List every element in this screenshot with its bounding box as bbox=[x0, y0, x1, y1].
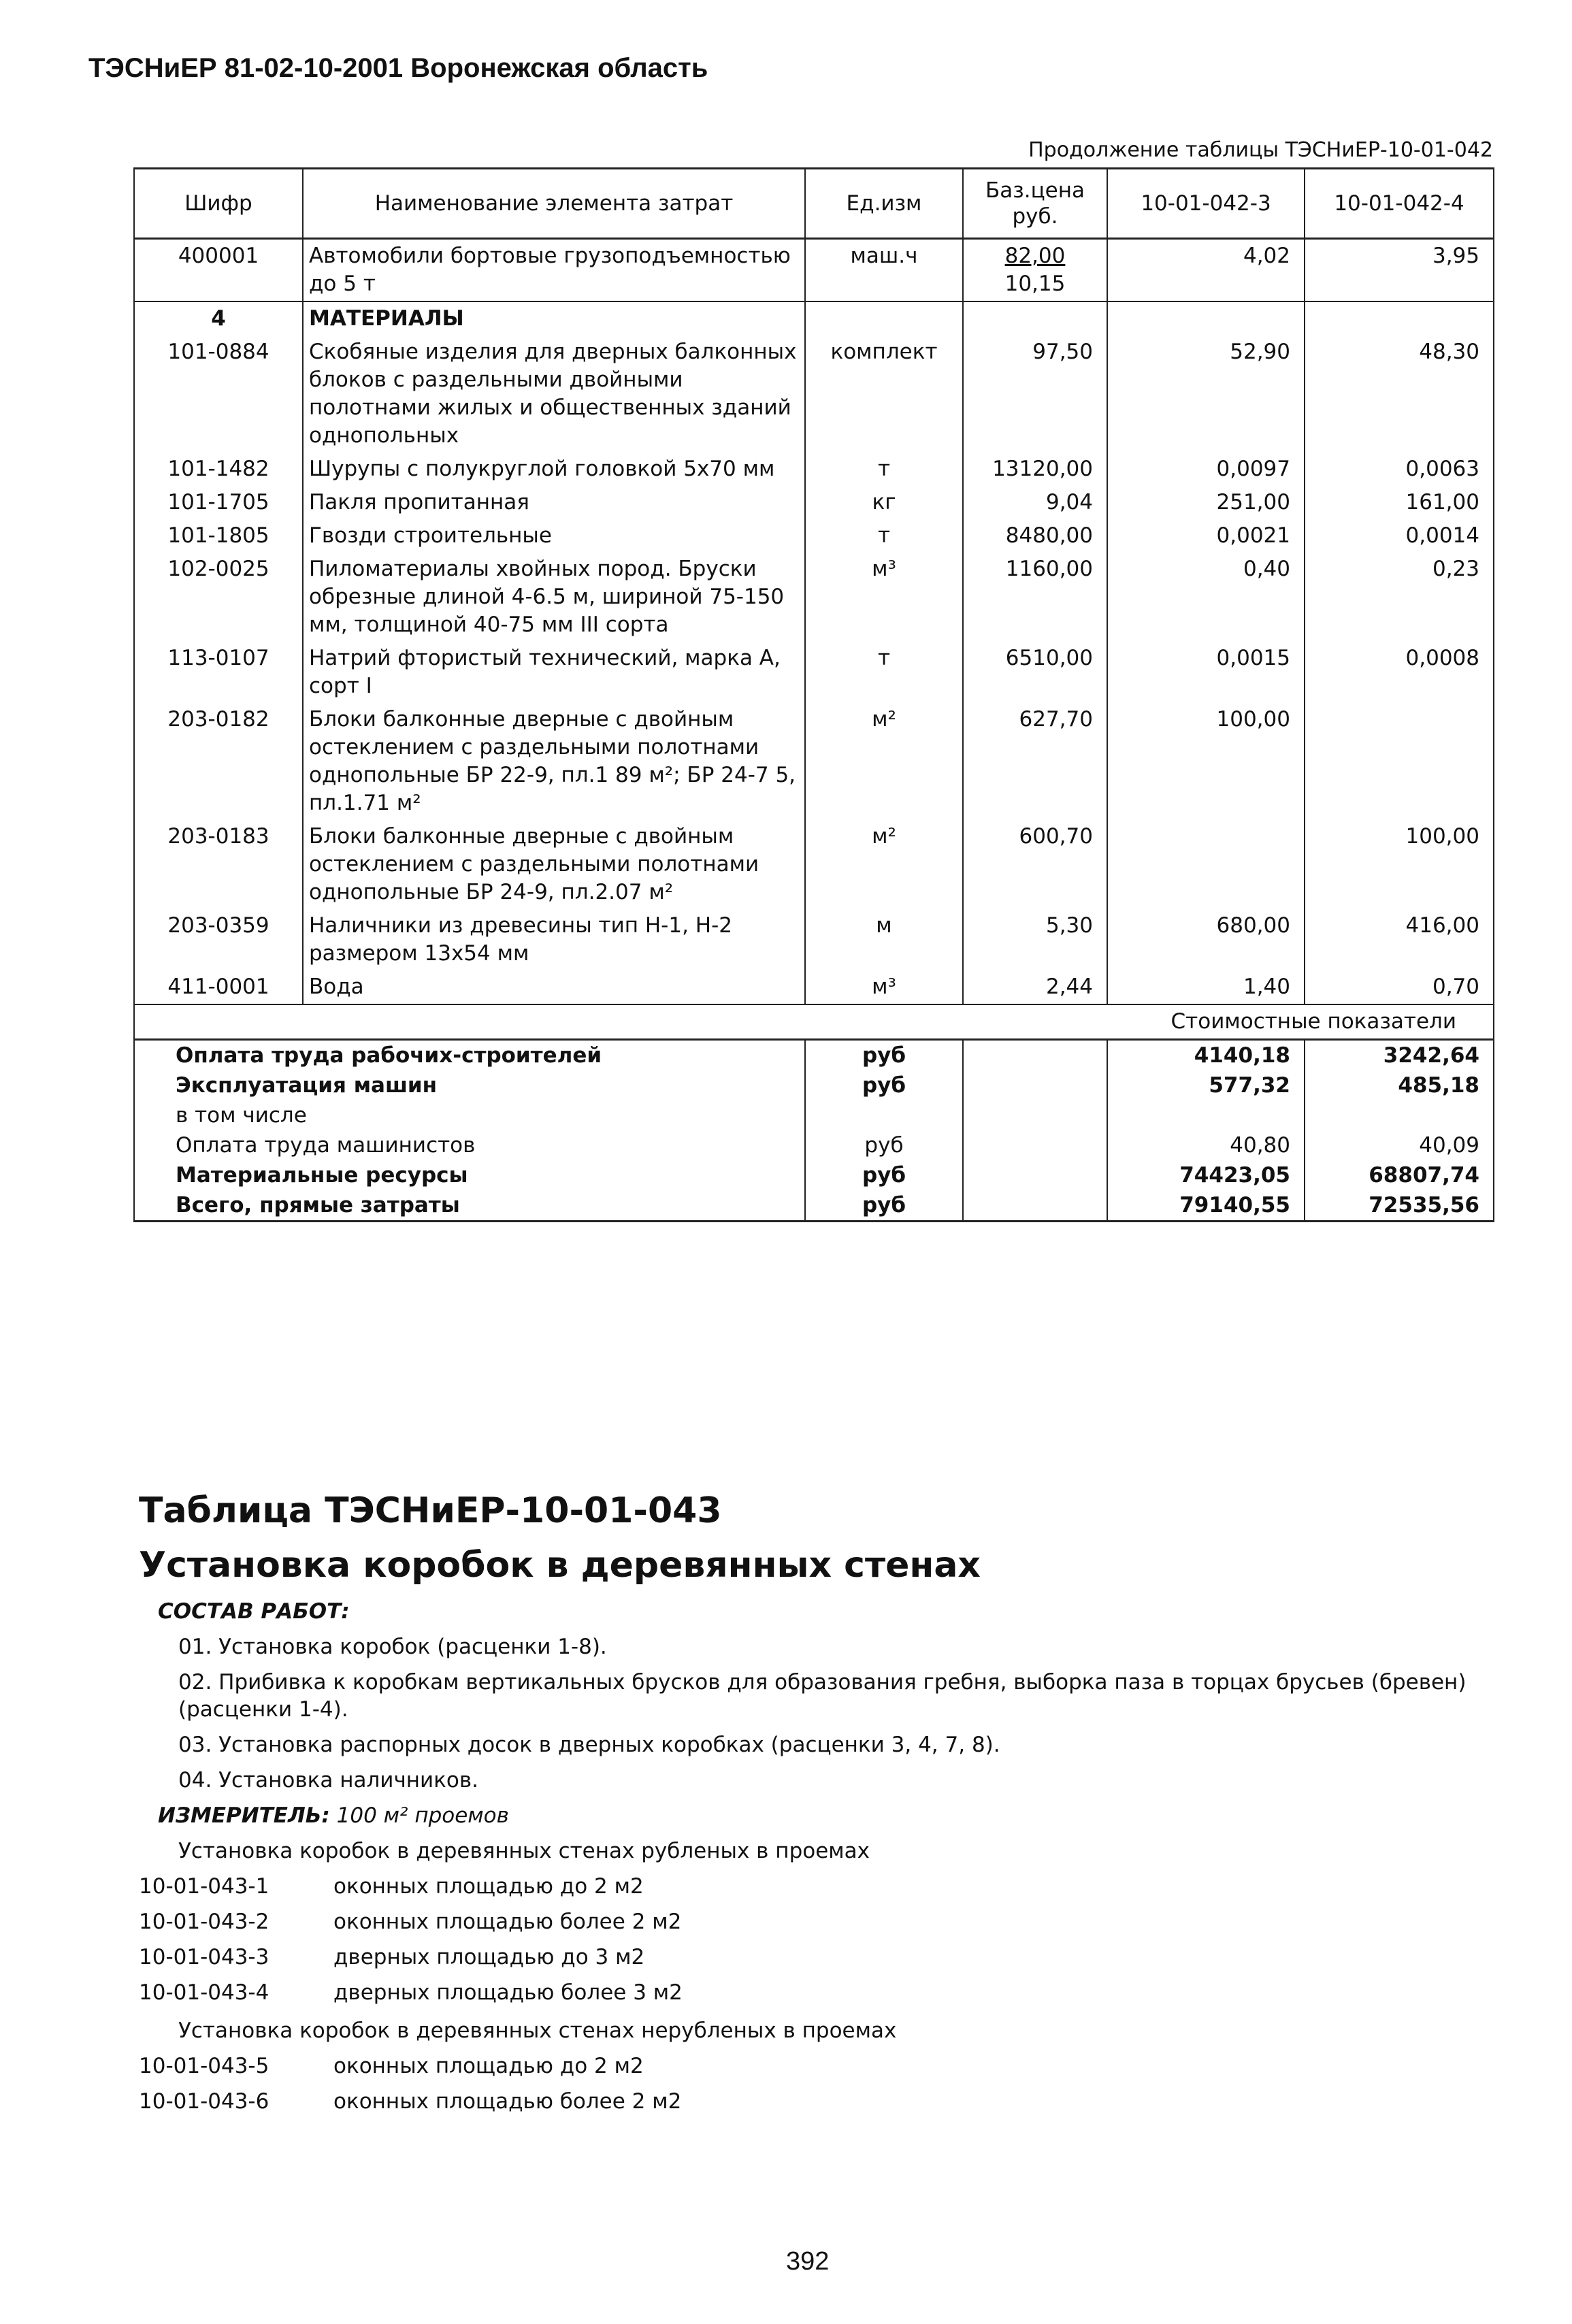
total-label: Всего, прямые затраты bbox=[134, 1190, 805, 1222]
cell-price: 2,44 bbox=[963, 970, 1107, 1004]
table-header-row bbox=[134, 169, 1494, 239]
total-price-empty bbox=[963, 1100, 1107, 1130]
cell-price: 600,70 bbox=[963, 820, 1107, 909]
cell-name: Гвозди строительные bbox=[303, 519, 805, 553]
total-unit: руб bbox=[805, 1040, 963, 1071]
cell-code: 101-0884 bbox=[134, 335, 303, 453]
cost-header: Стоимостные показатели bbox=[134, 1004, 1494, 1040]
cell-code: 203-0359 bbox=[134, 909, 303, 970]
total-c2: 72535,56 bbox=[1305, 1190, 1494, 1222]
total-label: Оплата труда рабочих-строителей bbox=[134, 1040, 805, 1071]
total-label: Эксплуатация машин bbox=[134, 1070, 805, 1100]
works-item: 03. Установка распорных досок в дверных коробках (расценки 3, 4, 7, 8). bbox=[178, 1733, 1000, 1757]
rate-description: дверных площадью более 3 м2 bbox=[333, 1980, 683, 2005]
cell-unit: м² bbox=[805, 703, 963, 820]
material-row bbox=[134, 642, 1494, 703]
total-row bbox=[134, 1130, 1494, 1160]
works-label: СОСТАВ РАБОТ: bbox=[158, 1599, 350, 1624]
cell-c2: 0,0063 bbox=[1305, 453, 1494, 486]
table-subtitle: Установка коробок в деревянных стенах bbox=[139, 1545, 981, 1586]
rate-code: 10-01-043-4 bbox=[139, 1980, 269, 2005]
material-row bbox=[134, 335, 1494, 453]
cell-code: 203-0183 bbox=[134, 820, 303, 909]
works-item: 04. Установка наличников. bbox=[178, 1768, 478, 1793]
price-top: 82,00 bbox=[1004, 244, 1066, 268]
cell-price: 1160,00 bbox=[963, 553, 1107, 642]
cell-unit: т bbox=[805, 642, 963, 703]
group-title: Установка коробок в деревянных стенах рубленых в проемах bbox=[178, 1839, 870, 1863]
measure-value: 100 м² проемов bbox=[336, 1803, 509, 1828]
material-row bbox=[134, 820, 1494, 909]
cell-name: МАТЕРИАЛЫ bbox=[303, 301, 805, 335]
col-header-c2: 10-01-042-4 bbox=[1305, 169, 1494, 239]
cell-code: 113-0107 bbox=[134, 642, 303, 703]
rate-description: оконных площадью более 2 м2 bbox=[333, 1910, 682, 1934]
rate-code: 10-01-043-6 bbox=[139, 2089, 269, 2114]
materials-heading-row bbox=[134, 301, 1494, 335]
cell-unit: кг bbox=[805, 486, 963, 519]
cell-c2: 0,0014 bbox=[1305, 519, 1494, 553]
cell-unit: маш.ч bbox=[805, 239, 963, 302]
total-c2: 485,18 bbox=[1305, 1070, 1494, 1100]
total-c2: 40,09 bbox=[1305, 1130, 1494, 1160]
rate-code: 10-01-043-2 bbox=[139, 1910, 269, 1934]
measure-line bbox=[158, 1802, 509, 1829]
group-title: Установка коробок в деревянных стенах нерубленых в проемах bbox=[178, 2018, 897, 2043]
cell-c1 bbox=[1107, 820, 1305, 909]
total-row bbox=[134, 1190, 1494, 1222]
total-c1: 79140,55 bbox=[1107, 1190, 1305, 1222]
col-header-name: Наименование элемента затрат bbox=[303, 169, 805, 239]
cell-c2 bbox=[1305, 703, 1494, 820]
total-c2: 68807,74 bbox=[1305, 1160, 1494, 1190]
cell-price: 9,04 bbox=[963, 486, 1107, 519]
cell-unit: м bbox=[805, 909, 963, 970]
material-row bbox=[134, 703, 1494, 820]
works-item: 02. Прибивка к коробкам вертикальных брусков для образования гребня, выборка паза в торцах брусьев (бревен) (расценки 1-4). bbox=[178, 1670, 1467, 1722]
cell-price: 13120,00 bbox=[963, 453, 1107, 486]
total-price-empty bbox=[963, 1070, 1107, 1100]
machine-row bbox=[134, 239, 1494, 302]
total-price-empty bbox=[963, 1040, 1107, 1071]
cell-name: Автомобили бортовые грузоподъемностью до 5 т bbox=[303, 239, 805, 302]
page-header: ТЭСНиЕР 81-02-10-2001 Воронежская область bbox=[88, 53, 708, 83]
material-row bbox=[134, 453, 1494, 486]
total-row bbox=[134, 1100, 1494, 1130]
cell-name: Скобяные изделия для дверных балконных блоков с раздельными двойными полотнами жилых и общественных зданий однопольных bbox=[303, 335, 805, 453]
cell-code: 203-0182 bbox=[134, 703, 303, 820]
total-row bbox=[134, 1160, 1494, 1190]
cell-c2: 416,00 bbox=[1305, 909, 1494, 970]
cell-code: 4 bbox=[134, 301, 303, 335]
cell-name: Блоки балконные дверные с двойным остеклением с раздельными полотнами однопольные БР 24-9, пл.2.07 м² bbox=[303, 820, 805, 909]
cell-price: 627,70 bbox=[963, 703, 1107, 820]
cell-unit: комплект bbox=[805, 335, 963, 453]
total-c1: 577,32 bbox=[1107, 1070, 1305, 1100]
cell-c1: 0,0015 bbox=[1107, 642, 1305, 703]
cell-unit: м² bbox=[805, 820, 963, 909]
rate-code: 10-01-043-5 bbox=[139, 2054, 269, 2078]
col-header-code: Шифр bbox=[134, 169, 303, 239]
cell-name: Вода bbox=[303, 970, 805, 1004]
material-row bbox=[134, 909, 1494, 970]
material-row bbox=[134, 970, 1494, 1004]
total-c1: 40,80 bbox=[1107, 1130, 1305, 1160]
cell-code: 101-1805 bbox=[134, 519, 303, 553]
cell-c1: 1,40 bbox=[1107, 970, 1305, 1004]
resources-table bbox=[133, 167, 1494, 1222]
total-unit: руб bbox=[805, 1160, 963, 1190]
works-item: 01. Установка коробок (расценки 1-8). bbox=[178, 1635, 607, 1659]
cell-c1: 680,00 bbox=[1107, 909, 1305, 970]
cell-c2: 3,95 bbox=[1305, 239, 1494, 302]
cell-c2: 0,70 bbox=[1305, 970, 1494, 1004]
cell-price: 5,30 bbox=[963, 909, 1107, 970]
total-c1: 74423,05 bbox=[1107, 1160, 1305, 1190]
cell-name: Пакля пропитанная bbox=[303, 486, 805, 519]
cell-unit: т bbox=[805, 453, 963, 486]
cost-header-row bbox=[134, 1004, 1494, 1040]
total-unit: руб bbox=[805, 1190, 963, 1222]
cell-price: 6510,00 bbox=[963, 642, 1107, 703]
page-number: 392 bbox=[786, 2247, 830, 2276]
total-c2 bbox=[1305, 1100, 1494, 1130]
cell-price: 97,50 bbox=[963, 335, 1107, 453]
total-label: в том числе bbox=[134, 1100, 805, 1130]
cell-price: 8480,00 bbox=[963, 519, 1107, 553]
col-header-price: Баз.цена руб. bbox=[963, 169, 1107, 239]
cell-name: Шурупы с полукруглой головкой 5х70 мм bbox=[303, 453, 805, 486]
cell-name: Пиломатериалы хвойных пород. Бруски обрезные длиной 4-6.5 м, шириной 75-150 мм, толщиной 40-75 мм III сорта bbox=[303, 553, 805, 642]
col-header-unit: Ед.изм bbox=[805, 169, 963, 239]
cell-c2: 48,30 bbox=[1305, 335, 1494, 453]
cell-c1: 100,00 bbox=[1107, 703, 1305, 820]
material-row bbox=[134, 553, 1494, 642]
price-bottom: 10,15 bbox=[1004, 272, 1066, 296]
rate-description: оконных площадью до 2 м2 bbox=[333, 2054, 644, 2078]
total-unit: руб bbox=[805, 1130, 963, 1160]
rate-description: оконных площадью до 2 м2 bbox=[333, 1874, 644, 1899]
total-row bbox=[134, 1070, 1494, 1100]
cell-c1: 0,0097 bbox=[1107, 453, 1305, 486]
total-unit: руб bbox=[805, 1070, 963, 1100]
cell-c2: 161,00 bbox=[1305, 486, 1494, 519]
total-c1: 4140,18 bbox=[1107, 1040, 1305, 1071]
cell-name: Натрий фтористый технический, марка А, сорт I bbox=[303, 642, 805, 703]
cell-c1: 251,00 bbox=[1107, 486, 1305, 519]
cell-name: Наличники из древесины тип Н-1, Н-2 размером 13х54 мм bbox=[303, 909, 805, 970]
total-label: Оплата труда машинистов bbox=[134, 1130, 805, 1160]
cell-code: 101-1705 bbox=[134, 486, 303, 519]
rate-description: дверных площадью до 3 м2 bbox=[333, 1945, 645, 1969]
cell-c2: 0,23 bbox=[1305, 553, 1494, 642]
cell-unit: м³ bbox=[805, 553, 963, 642]
cell-name: Блоки балконные дверные с двойным остеклением с раздельными полотнами однопольные БР 22-9, пл.1 89 м²; БР 24-7 5, пл.1.71 м² bbox=[303, 703, 805, 820]
total-row bbox=[134, 1040, 1494, 1071]
measure-label: ИЗМЕРИТЕЛЬ: bbox=[158, 1803, 330, 1828]
total-c2: 3242,64 bbox=[1305, 1040, 1494, 1071]
cell-price bbox=[963, 239, 1107, 302]
col-header-c1: 10-01-042-3 bbox=[1107, 169, 1305, 239]
cell-c1: 4,02 bbox=[1107, 239, 1305, 302]
rate-description: оконных площадью более 2 м2 bbox=[333, 2089, 682, 2114]
total-price-empty bbox=[963, 1190, 1107, 1222]
cell-c2: 100,00 bbox=[1305, 820, 1494, 909]
cell-c1: 0,0021 bbox=[1107, 519, 1305, 553]
total-label: Материальные ресурсы bbox=[134, 1160, 805, 1190]
total-price-empty bbox=[963, 1160, 1107, 1190]
cell-c2: 0,0008 bbox=[1305, 642, 1494, 703]
material-row bbox=[134, 519, 1494, 553]
cell-unit: т bbox=[805, 519, 963, 553]
cell-code: 411-0001 bbox=[134, 970, 303, 1004]
total-c1 bbox=[1107, 1100, 1305, 1130]
cell-code: 400001 bbox=[134, 239, 303, 302]
table-title: Таблица ТЭСНиЕР-10-01-043 bbox=[139, 1490, 722, 1531]
material-row bbox=[134, 486, 1494, 519]
total-price-empty bbox=[963, 1130, 1107, 1160]
cell-c1: 0,40 bbox=[1107, 553, 1305, 642]
cell-code: 102-0025 bbox=[134, 553, 303, 642]
rate-code: 10-01-043-1 bbox=[139, 1874, 269, 1899]
rate-code: 10-01-043-3 bbox=[139, 1945, 269, 1969]
table-continuation-caption: Продолжение таблицы ТЭСНиЕР-10-01-042 bbox=[1028, 138, 1493, 162]
cell-code: 101-1482 bbox=[134, 453, 303, 486]
cell-c1: 52,90 bbox=[1107, 335, 1305, 453]
total-unit bbox=[805, 1100, 963, 1130]
cell-unit: м³ bbox=[805, 970, 963, 1004]
